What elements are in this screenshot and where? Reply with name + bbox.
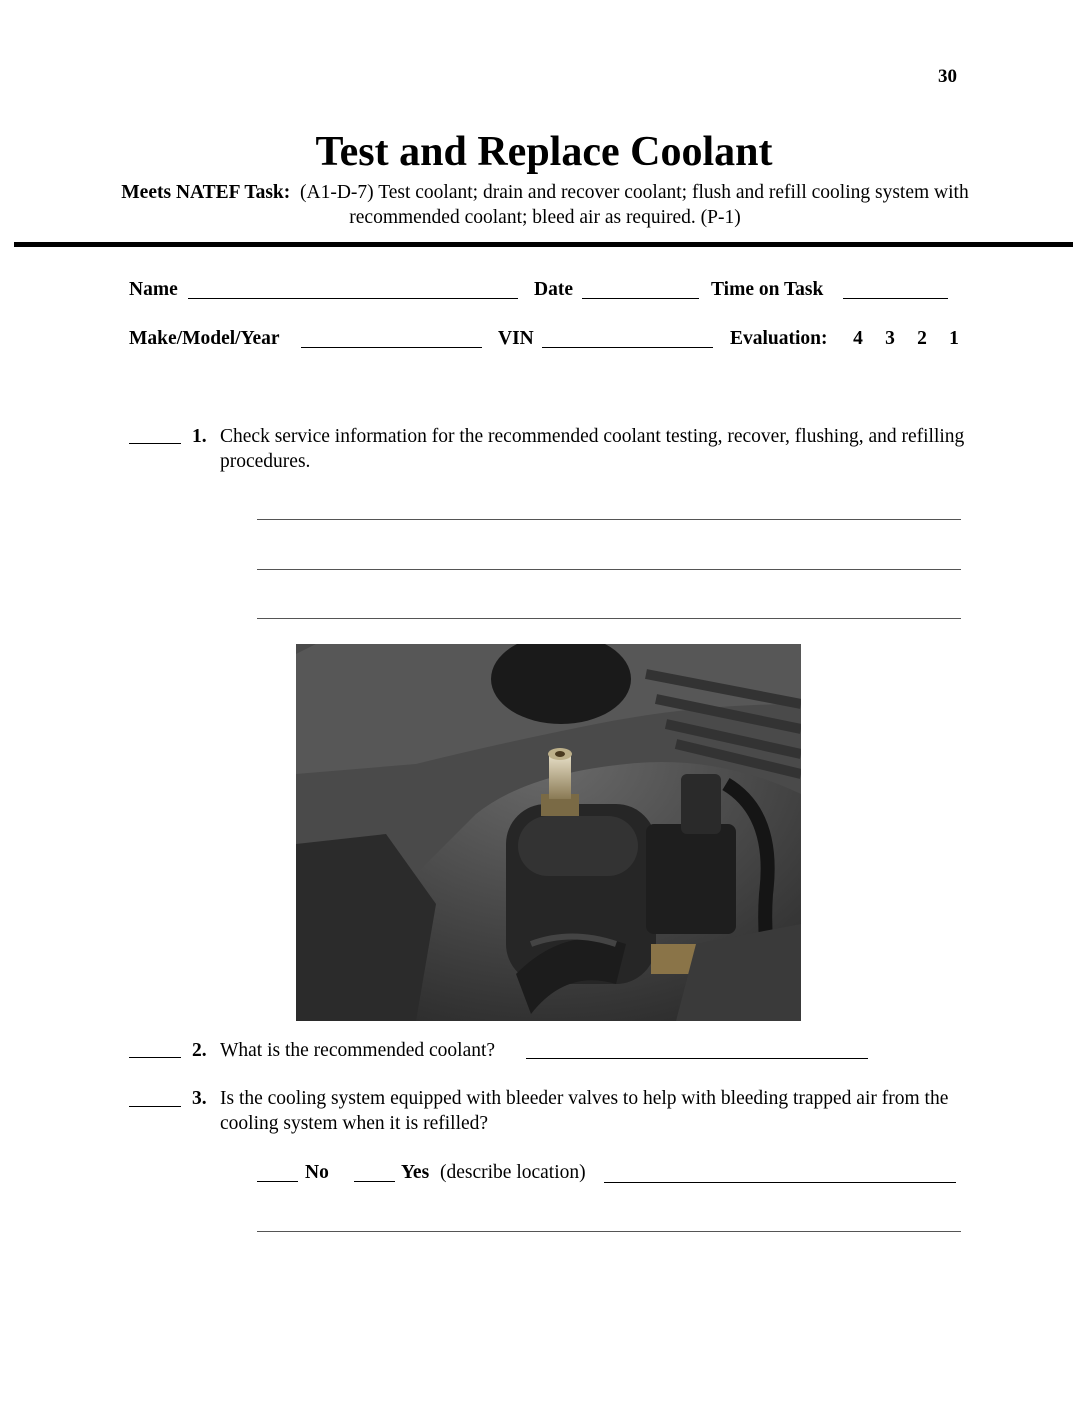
evaluation-score-2[interactable]: 2 — [917, 328, 927, 349]
evaluation-scores — [842, 328, 970, 350]
evaluation-score-3[interactable]: 3 — [885, 328, 895, 349]
date-field[interactable] — [582, 298, 699, 299]
vin-label: VIN — [498, 328, 534, 349]
q3-number: 3. — [192, 1088, 207, 1109]
q3-yes-blank[interactable] — [354, 1181, 395, 1182]
q1-answer-line-1[interactable] — [257, 519, 961, 520]
q3-no-blank[interactable] — [257, 1181, 298, 1182]
q1-answer-line-3[interactable] — [257, 618, 961, 619]
time-on-task-label: Time on Task — [711, 279, 824, 300]
header-rule — [14, 242, 1073, 247]
date-label: Date — [534, 279, 573, 300]
q3-location-field[interactable] — [604, 1182, 956, 1183]
bleeder-valve-photo — [296, 644, 801, 1021]
task-text: (A1-D-7) Test coolant; drain and recover coolant; flush and refill cooling system with recommended coolant; bleed air as required. (P-1) — [300, 182, 969, 228]
q3-text: Is the cooling system equipped with bleeder valves to help with bleeding trapped air from the cooling system when it is refilled? — [220, 1088, 949, 1134]
page-number: 30 — [938, 66, 957, 87]
evaluation-label: Evaluation: — [730, 328, 828, 349]
q1-text: Check service information for the recommended coolant testing, recover, flushing, and refilling procedures. — [220, 426, 965, 472]
evaluation-score-1[interactable]: 1 — [949, 328, 959, 349]
make-model-year-field[interactable] — [301, 347, 482, 348]
page-title: Test and Replace Coolant — [315, 129, 773, 175]
q2-answer-field[interactable] — [526, 1058, 868, 1059]
time-on-task-field[interactable] — [843, 298, 948, 299]
name-label: Name — [129, 279, 178, 300]
q3-yes-label: Yes — [401, 1162, 430, 1183]
vin-field[interactable] — [542, 347, 713, 348]
q1-answer-line-2[interactable] — [257, 569, 961, 570]
q2-number: 2. — [192, 1040, 207, 1061]
q3-location-line-2[interactable] — [257, 1231, 961, 1232]
q2-text: What is the recommended coolant? — [220, 1040, 496, 1061]
q3-no-label: No — [305, 1162, 329, 1183]
q3-check-blank[interactable] — [129, 1106, 181, 1107]
name-field[interactable] — [188, 298, 518, 299]
evaluation-score-4[interactable]: 4 — [853, 328, 863, 349]
q1-check-blank[interactable] — [129, 443, 181, 444]
task-label: Meets NATEF Task: — [121, 182, 291, 203]
make-model-year-label: Make/Model/Year — [129, 328, 280, 349]
q1-number: 1. — [192, 426, 207, 447]
q3-yes-note: (describe location) — [440, 1162, 586, 1183]
natef-task — [120, 180, 970, 230]
q2-check-blank[interactable] — [129, 1057, 181, 1058]
